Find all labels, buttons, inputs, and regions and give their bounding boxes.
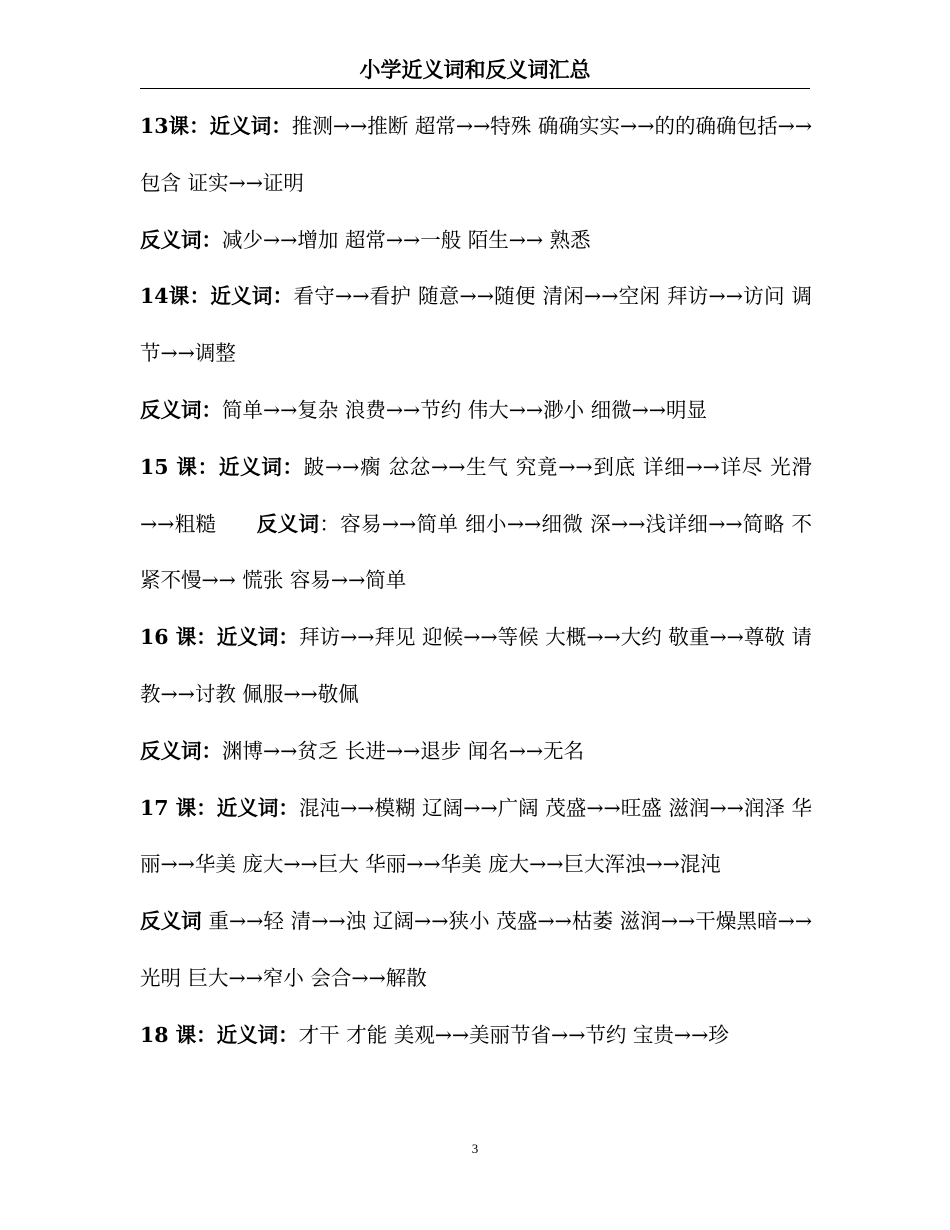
antonym-list: ：容易→→简单 细小→→细微 深→→浅详细→→简略 不紧不慢→→ 慌张 容易→→简单	[140, 511, 812, 593]
lesson-label: 18 课：	[140, 1022, 217, 1047]
antonym-label: 反义词：	[140, 397, 222, 422]
lesson-16-synonyms	[140, 609, 812, 723]
lesson-17-antonyms	[140, 893, 812, 1007]
synonym-list: 看守→→看护 随意→→随便 清闲→→空闲 拜访→→访问 调节→→调整	[140, 284, 813, 366]
document-body	[140, 98, 812, 1064]
document-title: 小学近义词和反义词汇总	[359, 57, 591, 82]
lesson-14-synonyms	[140, 268, 812, 382]
antonym-list: 简单→→复杂 浪费→→节约 伟大→→渺小 细微→→明显	[222, 397, 707, 422]
synonym-label: 近义词：	[216, 1022, 299, 1047]
antonym-label: 反义词	[256, 511, 320, 536]
lesson-17-synonyms	[140, 780, 812, 894]
lesson-label: 16 课：	[140, 625, 217, 650]
synonym-label: 近义词：	[209, 114, 292, 138]
antonym-label: 反义词：	[140, 227, 222, 252]
lesson-15-words	[140, 439, 812, 609]
lesson-13-synonyms	[140, 98, 812, 212]
synonym-list: 跛→→瘸 忿忿→→生气 究竟→→到底 详细→→详尽 光滑→→粗糙	[140, 454, 813, 536]
lesson-13-antonyms	[140, 212, 812, 269]
synonym-list: 才干 才能 美观→→美丽节省→→节约 宝贵→→珍	[298, 1022, 729, 1047]
page-header	[140, 52, 810, 89]
page-number: 3	[471, 1141, 479, 1156]
lesson-18-synonyms	[140, 1007, 812, 1064]
synonym-label: 近义词：	[218, 454, 304, 479]
synonym-list: 推测→→推断 超常→→特殊 确确实实→→的的确确包括→→包含 证实→→证明	[140, 114, 813, 195]
antonym-list: 减少→→增加 超常→→一般 陌生→→ 熟悉	[222, 227, 591, 252]
synonym-list: 混沌→→模糊 辽阔→→广阔 茂盛→→旺盛 滋润→→润泽 华丽→→华美 庞大→→巨大 华丽→→华美 庞大→→巨大浑浊→→混沌	[140, 795, 813, 877]
synonym-label: 近义词：	[216, 625, 299, 650]
antonym-list: 渊博→→贫乏 长进→→退步 闻名→→无名	[222, 738, 585, 763]
synonym-label: 近义词：	[210, 284, 294, 309]
lesson-16-antonyms	[140, 723, 812, 780]
lesson-label: 13课：	[140, 114, 210, 138]
lesson-label: 17 课：	[140, 795, 217, 820]
antonym-list: 重→→轻 清→→浊 辽阔→→狭小 茂盛→→枯萎 滋润→→干燥黑暗→→光明 巨大→→窄小 会合→→解散	[140, 909, 813, 990]
lesson-label: 14课：	[140, 284, 211, 309]
lesson-label: 15 课：	[140, 454, 219, 479]
synonym-list: 拜访→→拜见 迎候→→等候 大概→→大约 敬重→→尊敬 请教→→讨教 佩服→→敬佩	[140, 625, 813, 706]
antonym-label: 反义词：	[140, 738, 222, 763]
antonym-label: 反义词	[140, 909, 202, 934]
lesson-14-antonyms	[140, 382, 812, 439]
synonym-label: 近义词：	[216, 795, 299, 820]
